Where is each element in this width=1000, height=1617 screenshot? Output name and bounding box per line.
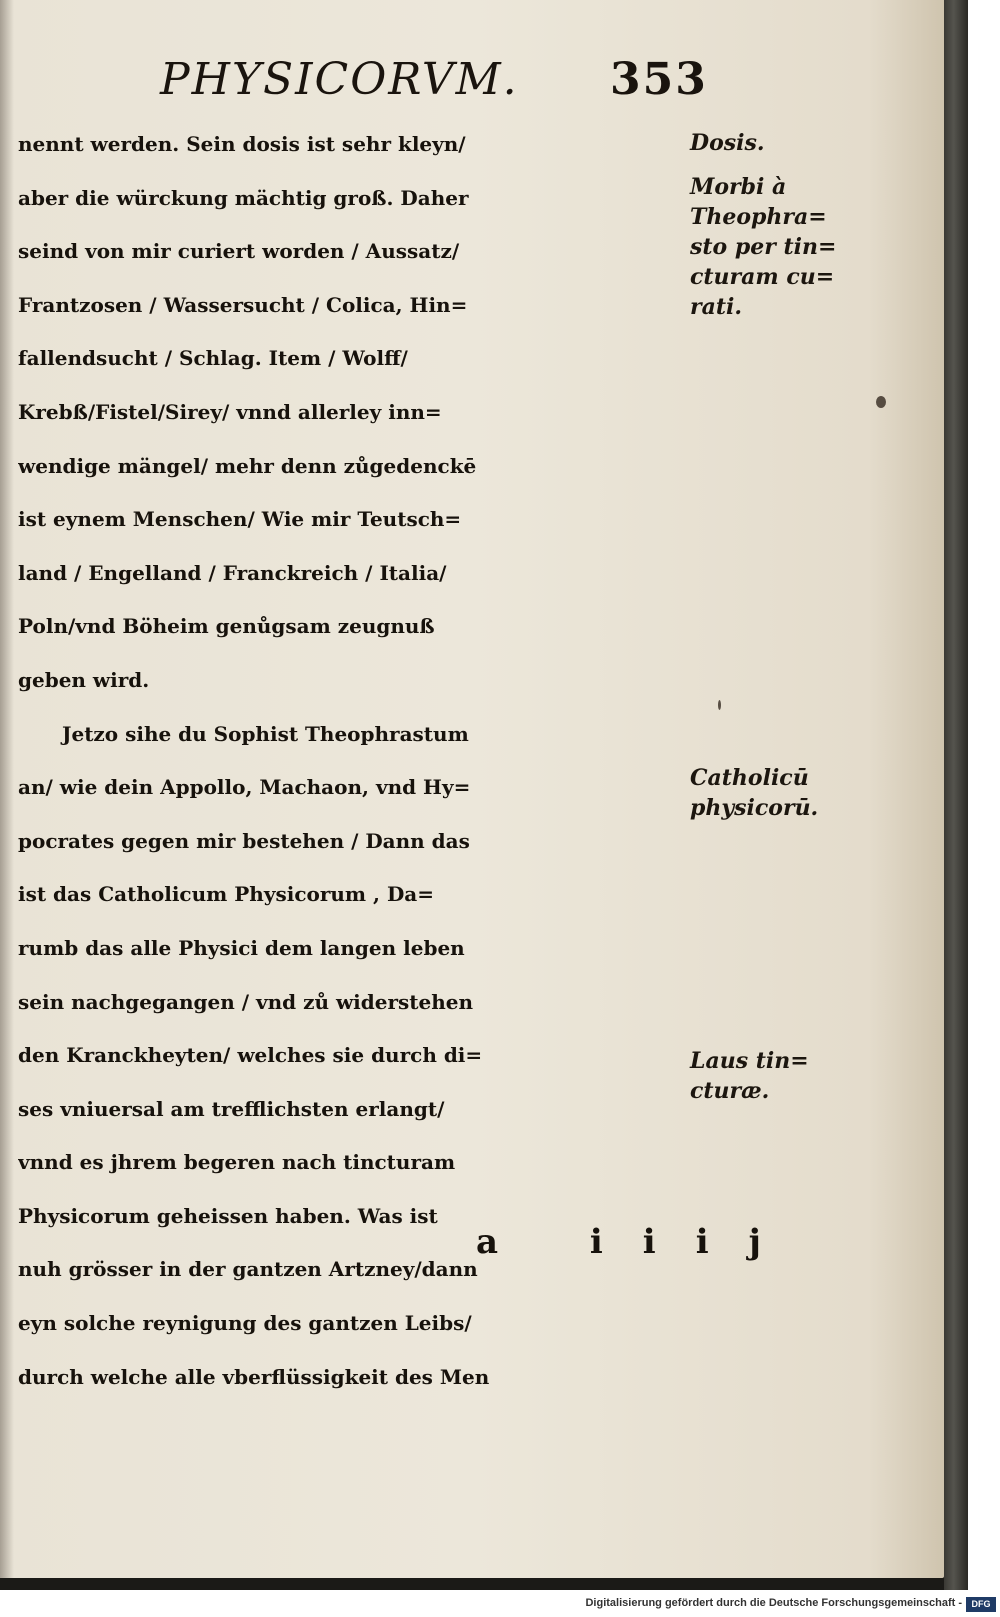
marginal-line: Dosis.	[690, 130, 765, 156]
text-line: aber die würckung mächtig groß. Daher	[18, 185, 469, 210]
text-line: land / Engelland / Franckreich / Italia/	[18, 560, 447, 585]
marginal-note-catholicum	[690, 763, 818, 823]
text-line: geben wird.	[18, 667, 150, 692]
text-line: sein nachgegangen / vnd zů widerstehen	[18, 989, 474, 1014]
text-line: Frantzosen / Wassersucht / Colica, Hin=	[18, 292, 468, 317]
ink-spot	[718, 700, 721, 710]
text-line: seind von mir curiert worden / Aussatz/	[18, 239, 460, 264]
text-line: ist das Catholicum Physicorum , Da=	[18, 882, 435, 907]
text-line: eyn solche reynigung des gantzen Leibs/	[18, 1311, 472, 1336]
text-line: durch welche alle vberflüssigkeit des Men	[18, 1364, 490, 1389]
marginal-line: Morbi à	[690, 174, 787, 200]
text-line: fallendsucht / Schlag. Item / Wolff/	[18, 346, 408, 371]
text-line: nuh grösser in der gantzen Artzney/dann	[18, 1257, 478, 1282]
text-line: wendige mängel/ mehr denn zůgedenckē	[18, 453, 477, 478]
marginal-line: sto per tin=	[690, 234, 837, 260]
text-line: Jetzo sihe du Sophist Theophrastum	[62, 721, 469, 746]
ink-spot	[876, 396, 886, 408]
text-line: nennt werden. Sein dosis ist sehr kleyn/	[18, 132, 466, 156]
text-line: Physicorum geheissen haben. Was ist	[18, 1203, 438, 1228]
body-text	[18, 118, 698, 1404]
text-line: ist eynem Menschen/ Wie mir Teutsch=	[18, 507, 462, 532]
signature-mark: a iiij	[476, 1222, 801, 1262]
text-line: den Kranckheyten/ welches sie durch di=	[18, 1043, 483, 1068]
text-line: rumb das alle Physici dem langen leben	[18, 935, 465, 960]
text-line: an/ wie dein Appollo, Machaon, vnd Hy=	[18, 775, 471, 800]
text-line: vnnd es jhrem begeren nach tincturam	[18, 1150, 456, 1175]
book-edge	[944, 0, 968, 1590]
running-head: PHYSICORVM.	[160, 54, 519, 105]
text-line: ses vniuersal am trefflichsten erlangt/	[18, 1096, 445, 1121]
footer-bar	[0, 1594, 1000, 1617]
footer-credit: Digitalisierung gefördert durch die Deutsche Forschungsgemeinschaft -	[585, 1597, 962, 1609]
marginal-note-dosis	[690, 128, 765, 158]
marginal-note-laus	[690, 1046, 809, 1106]
spine-shadow	[0, 0, 14, 1578]
marginal-note-morbi	[690, 172, 836, 322]
marginal-line: cturæ.	[690, 1078, 770, 1104]
text-line: pocrates gegen mir bestehen / Dann das	[18, 828, 470, 853]
marginal-line: physicorū.	[690, 795, 819, 821]
marginal-line: Theophra=	[690, 204, 827, 230]
marginal-line: Catholicū	[690, 765, 809, 791]
text-line: Krebß/Fistel/Sirey/ vnnd allerley inn=	[18, 399, 442, 424]
dfg-logo: DFG	[966, 1597, 996, 1612]
marginal-line: cturam cu=	[690, 264, 835, 290]
marginal-line: Laus tin=	[690, 1048, 809, 1074]
page-number: 353	[610, 54, 708, 105]
marginal-line: rati.	[690, 294, 743, 320]
text-line: Poln/vnd Böheim genůgsam zeugnuß	[18, 614, 435, 639]
